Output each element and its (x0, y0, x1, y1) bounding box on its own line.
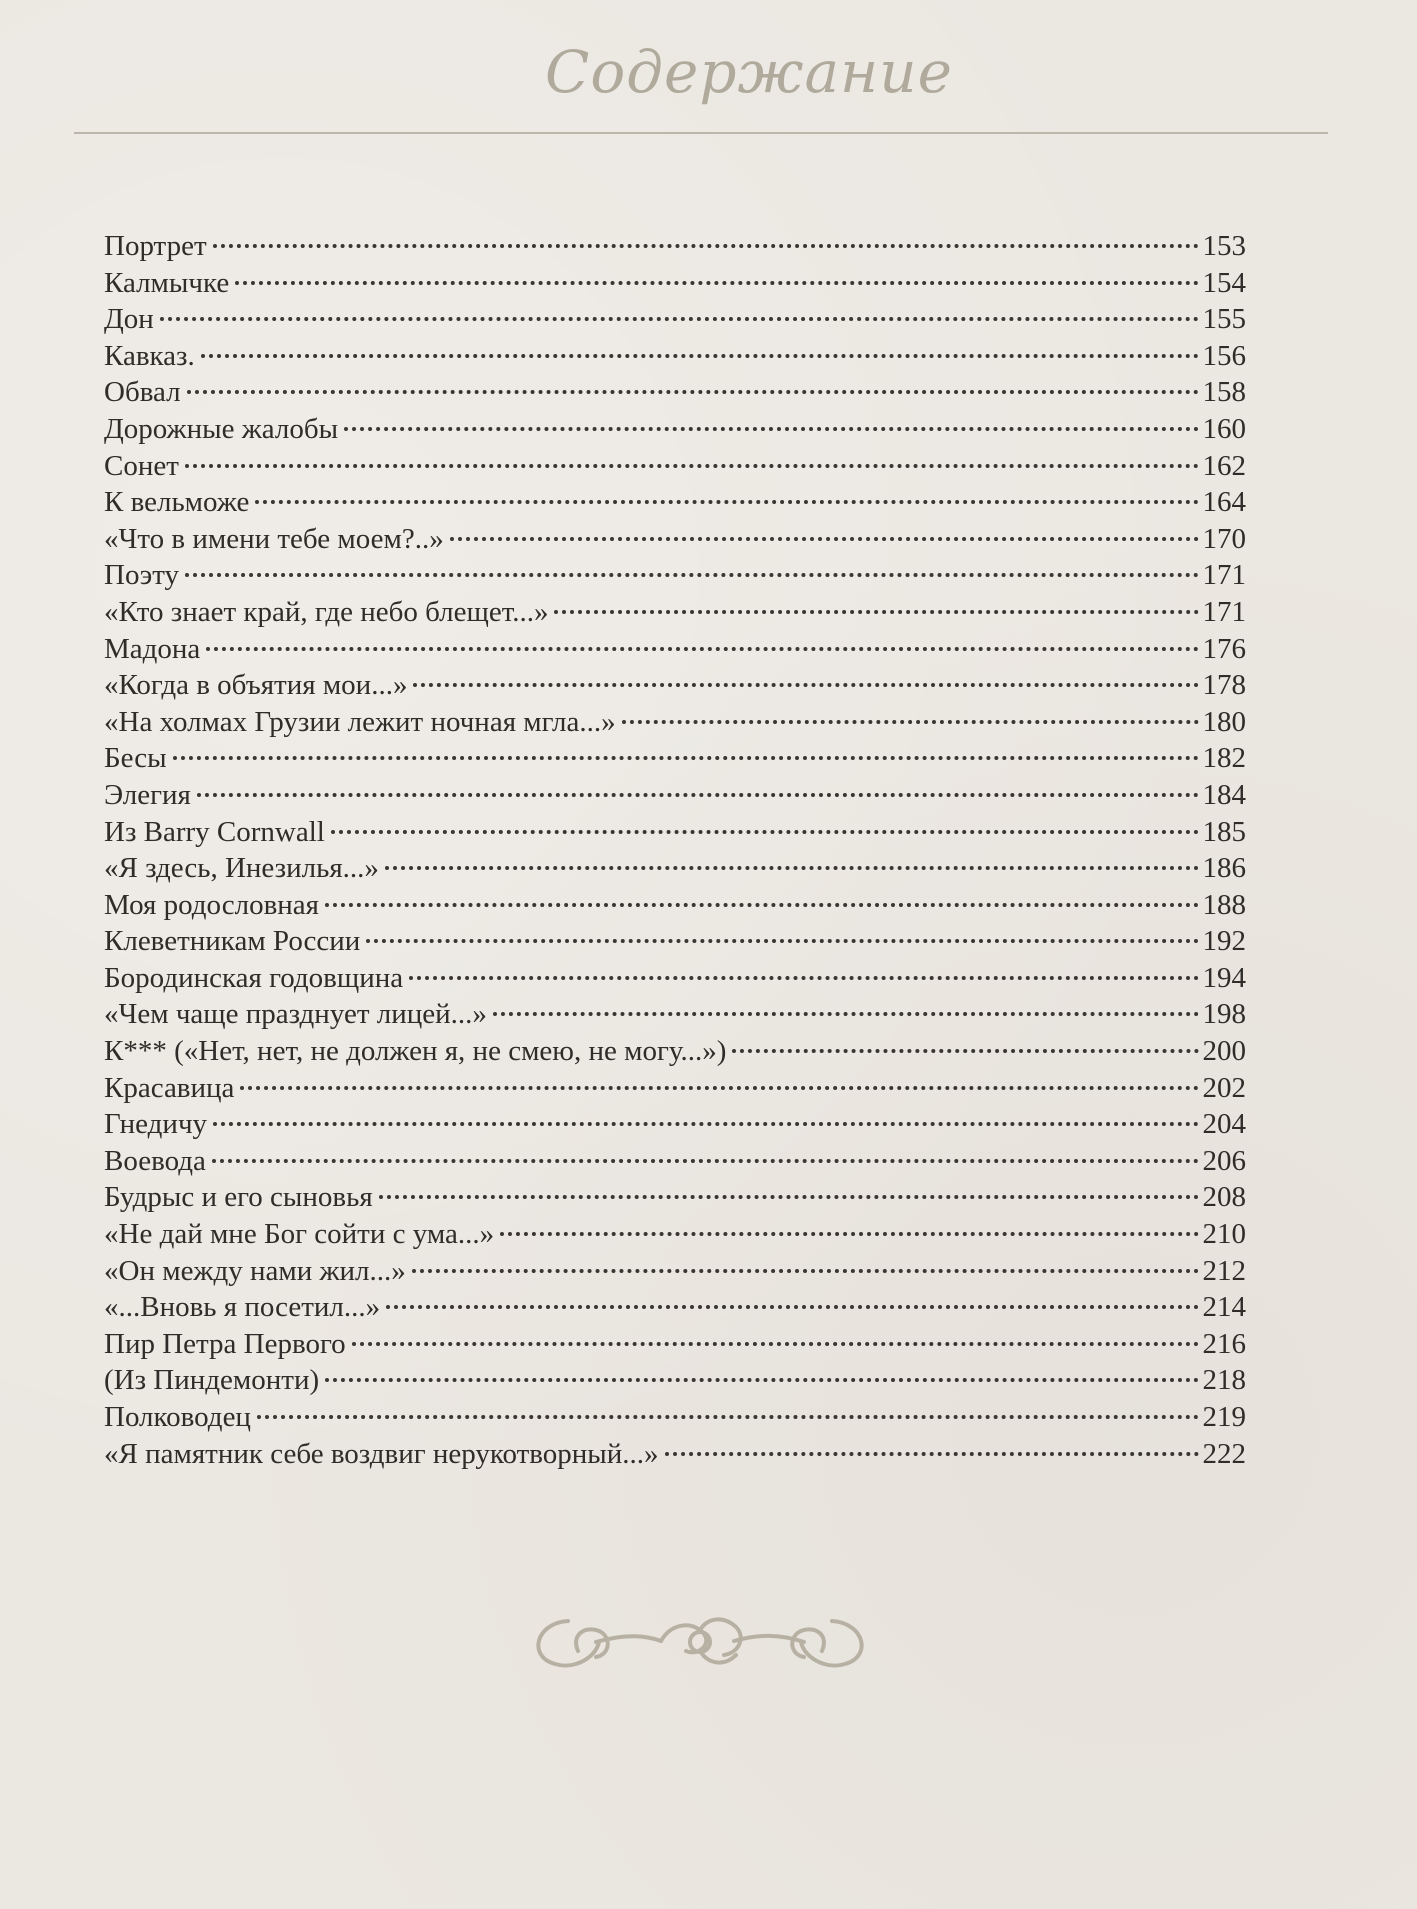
toc-entry (104, 228, 1246, 265)
toc-entry-title: Мадона (104, 632, 201, 665)
dot-leader (257, 1415, 1199, 1419)
dot-leader (212, 1159, 1199, 1163)
toc-entry-title: Дорожные жалобы (104, 412, 339, 445)
toc-entry-page: 216 (1202, 1327, 1246, 1360)
toc-entry-title: Калмычке (104, 266, 230, 299)
toc-entry-page: 212 (1202, 1254, 1246, 1287)
toc-entry (104, 1362, 1246, 1399)
toc-entry (104, 1253, 1246, 1290)
toc-entry-title: Обвал (104, 376, 181, 409)
toc-entry-title: Сонет (104, 449, 179, 482)
dot-leader (385, 866, 1199, 870)
toc-entry-title: Пир Петра Первого (104, 1327, 346, 1360)
toc-entry-title: «На холмах Грузии лежит ночная мгла...» (104, 705, 616, 738)
toc-entry (104, 923, 1246, 960)
toc-entry-page: 170 (1202, 522, 1246, 555)
toc-entry-page: 158 (1202, 376, 1246, 409)
dot-leader (493, 1012, 1199, 1016)
toc-entry-page: 162 (1202, 449, 1246, 482)
toc-entry (104, 1289, 1246, 1326)
toc-entry-page: 171 (1202, 559, 1246, 592)
toc-entry-title: Элегия (104, 778, 191, 811)
toc-entry-page: 194 (1202, 961, 1246, 994)
toc-entry (104, 740, 1246, 777)
toc-entry (104, 1143, 1246, 1180)
toc-entry (104, 374, 1246, 411)
toc-entry (104, 887, 1246, 924)
dot-leader (325, 1378, 1198, 1382)
toc-entry (104, 301, 1246, 338)
dot-leader (331, 830, 1199, 834)
toc-entry-title: «Не дай мне Бог сойти с ума...» (104, 1218, 495, 1251)
dot-leader (201, 354, 1199, 358)
dot-leader (160, 317, 1199, 321)
toc-entry (104, 594, 1246, 631)
toc-entry-title: Клеветникам России (104, 925, 361, 958)
toc-entry-page: 180 (1202, 705, 1246, 738)
toc-entry (104, 1070, 1246, 1107)
toc-entry-page: 155 (1202, 303, 1246, 336)
toc-entry (104, 1179, 1246, 1216)
toc-entry (104, 484, 1246, 521)
dot-leader (352, 1342, 1199, 1346)
toc-entry-page: 202 (1202, 1071, 1246, 1104)
toc-entry-title: «Я здесь, Инезилья...» (104, 852, 379, 885)
toc-entry-title: «Он между нами жил...» (104, 1254, 406, 1287)
toc-entry-title: Поэту (104, 559, 180, 592)
toc-entry-title: «...Вновь я посетил...» (104, 1291, 381, 1324)
toc-entry (104, 704, 1246, 741)
toc-entry-page: 185 (1202, 815, 1246, 848)
toc-entry-page: 156 (1202, 339, 1246, 372)
toc-entry-title: Воевода (104, 1144, 206, 1177)
toc-entry-title: «Что в имени тебе моем?..» (104, 522, 444, 555)
toc-entry-page: 218 (1202, 1364, 1246, 1397)
dot-leader (366, 939, 1198, 943)
toc-entry (104, 1399, 1246, 1436)
toc-entry-title: К*** («Нет, нет, не должен я, не смею, не могу...») (104, 1035, 727, 1068)
dot-leader (213, 244, 1199, 248)
dot-leader (500, 1232, 1198, 1236)
dot-leader (185, 464, 1199, 468)
dot-leader (386, 1305, 1198, 1309)
toc-entry-title: (Из Пиндемонти) (104, 1364, 320, 1397)
dot-leader (554, 610, 1198, 614)
dot-leader (173, 756, 1199, 760)
dot-leader (185, 573, 1198, 577)
toc-entry-title: Кавказ. (104, 339, 195, 372)
dot-leader (413, 683, 1198, 687)
dot-leader (187, 390, 1199, 394)
dot-leader (379, 1195, 1199, 1199)
dot-leader (344, 427, 1198, 431)
toc-entry-page: 171 (1202, 595, 1246, 628)
toc-entry-page: 214 (1202, 1291, 1246, 1324)
dot-leader (409, 976, 1198, 980)
toc-entry (104, 1106, 1246, 1143)
toc-entry-title: Моя родословная (104, 888, 320, 921)
toc-entry-title: Дон (104, 303, 154, 336)
dot-leader (197, 793, 1199, 797)
toc-entry-title: Бесы (104, 742, 167, 775)
toc-entry-title: «Чем чаще празднует лицей...» (104, 998, 487, 1031)
toc-entry-page: 204 (1202, 1108, 1246, 1141)
toc-entry (104, 557, 1246, 594)
dot-leader (450, 537, 1199, 541)
toc-entry-title: Гнедичу (104, 1108, 208, 1141)
toc-entry-page: 192 (1202, 925, 1246, 958)
dot-leader (240, 1086, 1198, 1090)
toc-entry-page: 154 (1202, 266, 1246, 299)
dot-leader (622, 720, 1199, 724)
toc-entry (104, 667, 1246, 704)
dot-leader (412, 1269, 1199, 1273)
toc-entry-title: Красавица (104, 1071, 235, 1104)
toc-entry (104, 1326, 1246, 1363)
toc-entry-page: 198 (1202, 998, 1246, 1031)
toc-entry-title: «Кто знает край, где небо блещет...» (104, 595, 549, 628)
dot-leader (325, 903, 1198, 907)
toc-entry-title: Будрыс и его сыновья (104, 1181, 373, 1214)
table-of-contents (104, 228, 1246, 1472)
toc-entry (104, 631, 1246, 668)
toc-entry-title: Портрет (104, 230, 207, 262)
toc-entry-title: Бородинская годовщина (104, 961, 404, 994)
toc-entry-title: К вельможе (104, 486, 250, 519)
toc-entry (104, 777, 1246, 814)
toc-entry-page: 200 (1202, 1035, 1246, 1068)
toc-entry-page: 153 (1202, 230, 1246, 262)
dot-leader (235, 281, 1198, 285)
toc-entry (104, 1216, 1246, 1253)
toc-entry (104, 850, 1246, 887)
toc-entry (104, 411, 1246, 448)
flourish-ornament-icon (510, 1597, 890, 1687)
page-title: Содержание (545, 38, 953, 106)
toc-entry-page: 188 (1202, 888, 1246, 921)
toc-entry-page: 208 (1202, 1181, 1246, 1214)
dot-leader (732, 1049, 1198, 1053)
toc-entry-page: 186 (1202, 852, 1246, 885)
toc-entry-title: «Когда в объятия мои...» (104, 669, 408, 702)
toc-entry-page: 219 (1202, 1401, 1246, 1433)
toc-entry-page: 184 (1202, 778, 1246, 811)
toc-entry-title: Из Barry Cornwall (104, 815, 325, 848)
toc-entry (104, 996, 1246, 1033)
toc-entry-page: 182 (1202, 742, 1246, 775)
toc-entry-title: «Я памятник себе воздвиг нерукотворный...» (104, 1437, 659, 1470)
toc-entry-page: 160 (1202, 412, 1246, 445)
toc-entry-page: 222 (1202, 1437, 1246, 1470)
toc-entry-title: Полководец (104, 1401, 251, 1433)
toc-entry-page: 176 (1202, 632, 1246, 665)
toc-entry (104, 338, 1246, 375)
dot-leader (665, 1452, 1199, 1456)
toc-entry-page: 164 (1202, 486, 1246, 519)
toc-entry-page: 178 (1202, 669, 1246, 702)
dot-leader (213, 1122, 1198, 1126)
toc-entry-page: 206 (1202, 1144, 1246, 1177)
toc-entry (104, 1033, 1246, 1070)
dot-leader (206, 647, 1198, 651)
dot-leader (255, 500, 1198, 504)
toc-entry (104, 448, 1246, 485)
header-divider (74, 132, 1328, 134)
toc-entry (104, 521, 1246, 558)
toc-entry-page: 210 (1202, 1218, 1246, 1251)
toc-entry (104, 1436, 1246, 1473)
toc-entry (104, 960, 1246, 997)
toc-entry (104, 265, 1246, 302)
toc-entry (104, 814, 1246, 851)
